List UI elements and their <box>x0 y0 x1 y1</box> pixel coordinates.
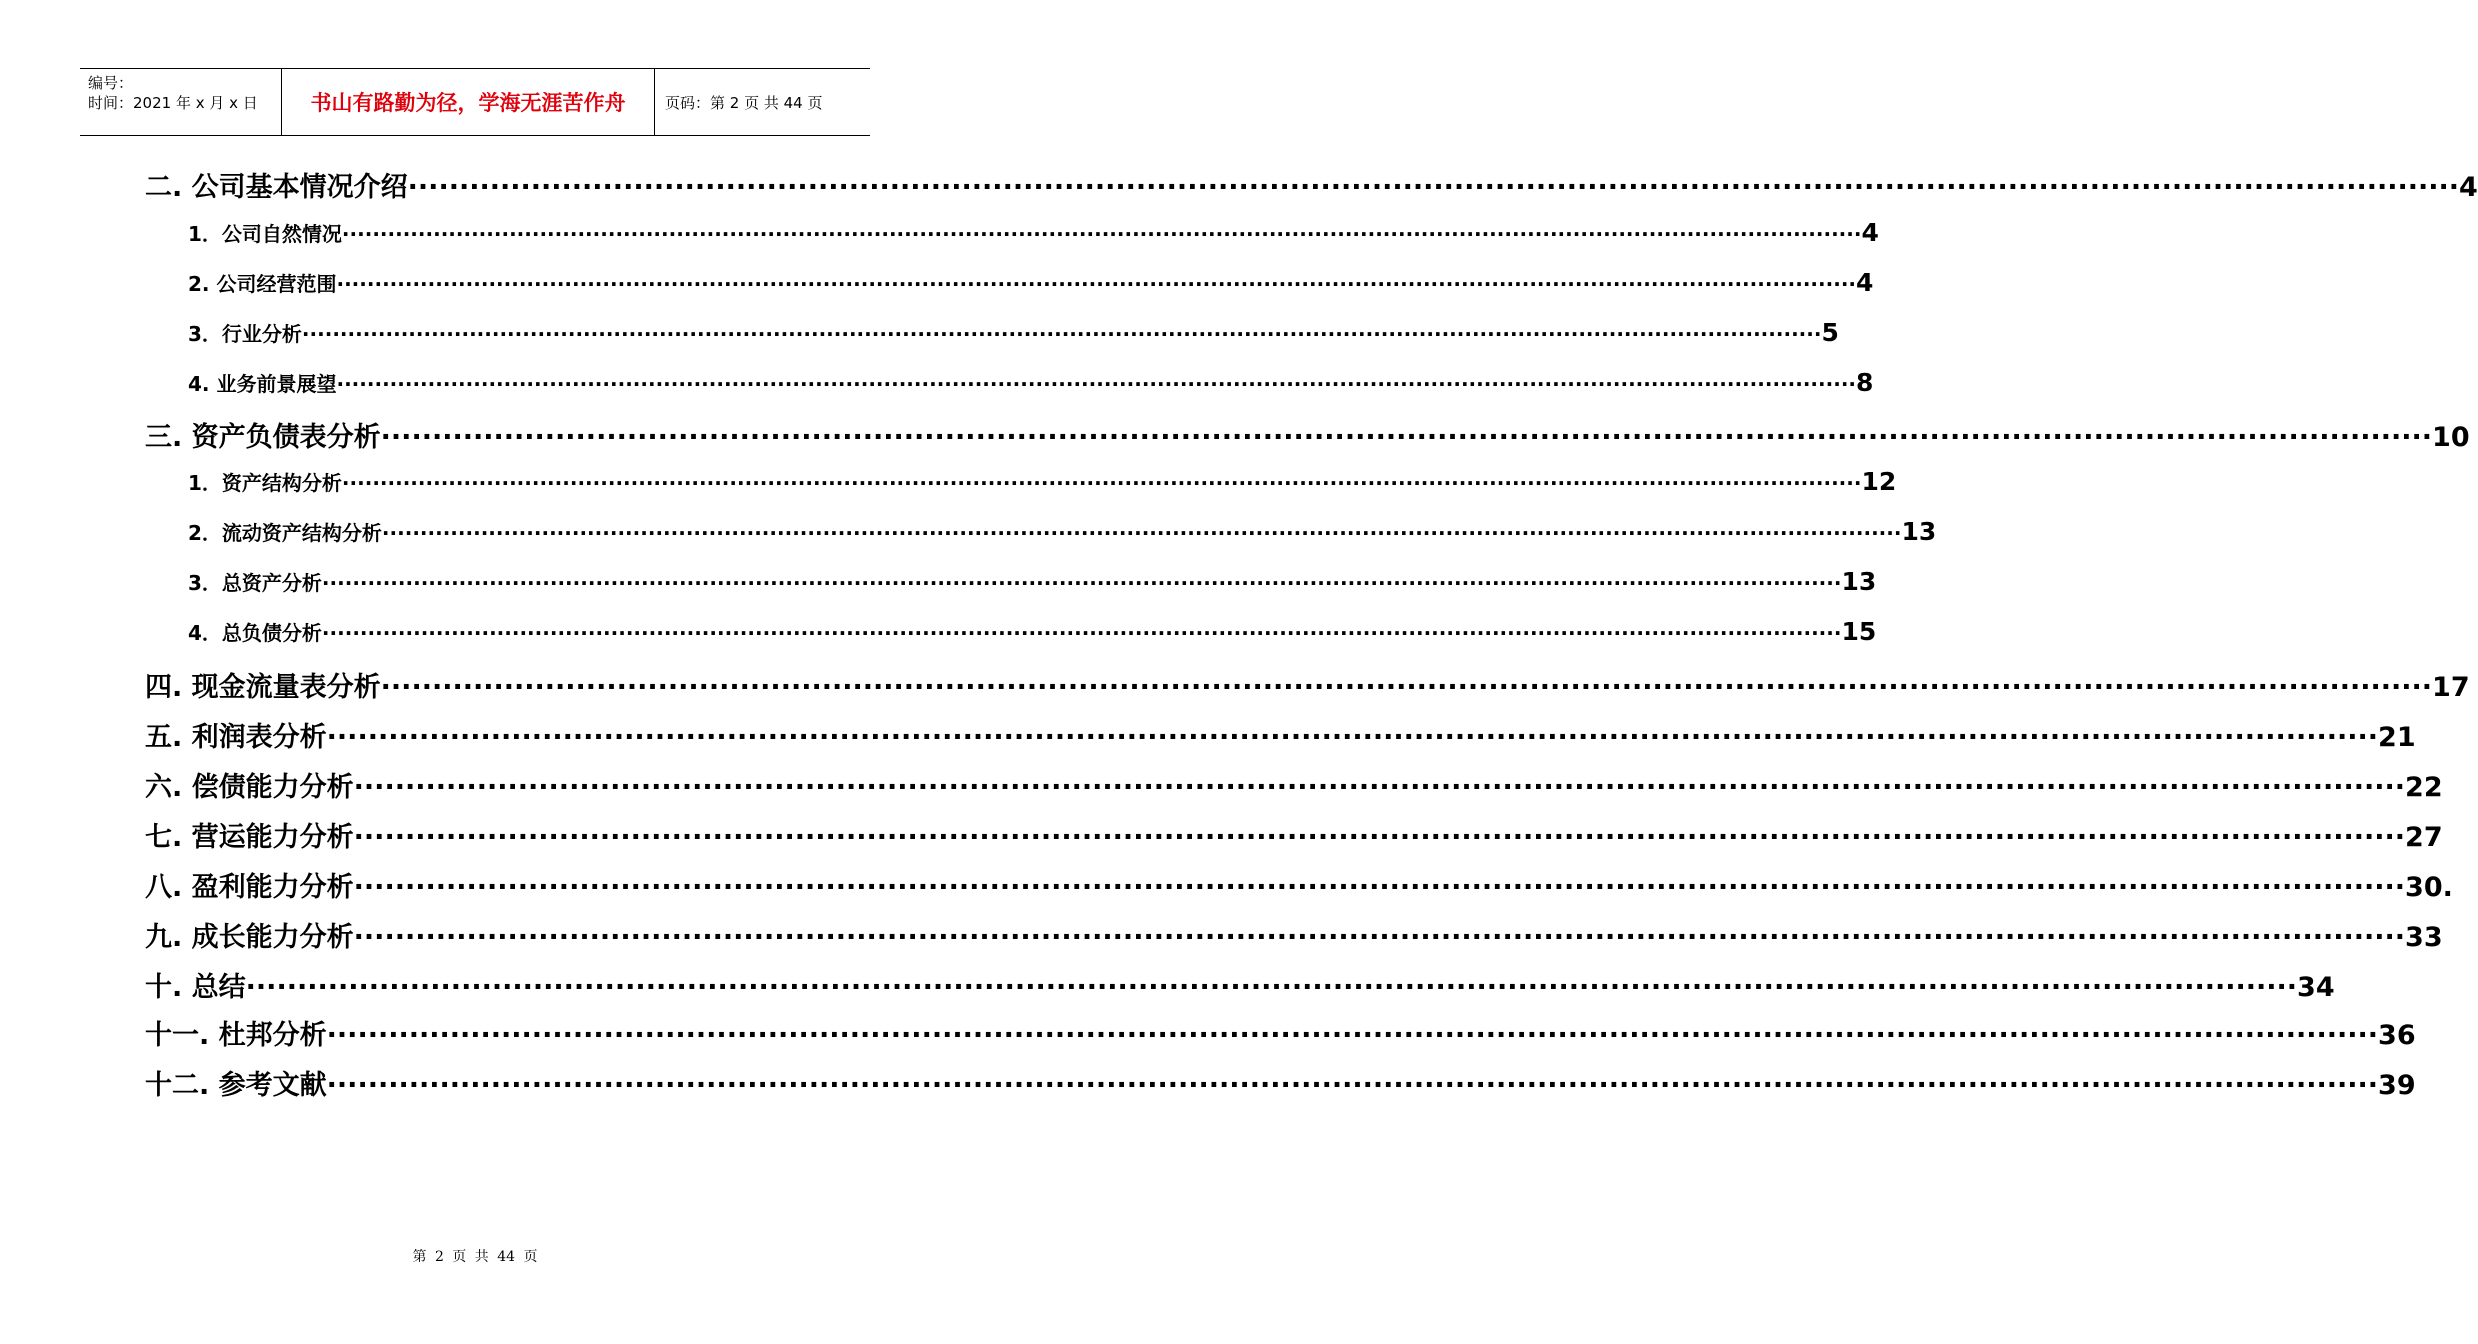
toc-entry[interactable] <box>188 318 1839 347</box>
toc-entry[interactable] <box>145 965 2335 1004</box>
toc-entry-title: 五. 利润表分析 <box>145 722 327 753</box>
toc-entry-page: 13 <box>1901 517 1937 546</box>
toc-entry-page: 4 <box>2459 172 2478 203</box>
toc-entry[interactable] <box>188 567 1877 596</box>
toc-leader-dots: ········································································································································································································ <box>380 422 2433 453</box>
toc-entry-page: 17 <box>2432 672 2470 703</box>
toc-entry[interactable] <box>188 218 1879 247</box>
toc-leader-dots: ········································································································································································································ <box>380 672 2433 703</box>
toc-leader-dots: ········································································································································································································ <box>353 922 2406 953</box>
toc-entry-title: 十一. 杜邦分析 <box>145 1020 327 1051</box>
toc-entry-title: 八. 盈利能力分析 <box>145 872 354 903</box>
toc-leader-dots: ········································································································································································································ <box>326 722 2379 753</box>
toc-entry-page: 34 <box>2297 972 2335 1003</box>
toc-entry[interactable] <box>145 415 2470 454</box>
toc-entry-page: 22 <box>2405 772 2443 803</box>
toc-entry-title: 十. 总结 <box>145 972 246 1003</box>
toc-entry[interactable] <box>145 715 2416 754</box>
toc-leader-dots: ········································································································································································································ <box>407 172 2460 203</box>
toc-entry-title: 4．总负债分析 <box>188 621 322 645</box>
toc-entry-page: 30. <box>2405 872 2453 903</box>
toc-entry-title: 3．行业分析 <box>188 322 302 346</box>
toc-entry-page: 12 <box>1861 467 1897 496</box>
toc-entry-page: 15 <box>1841 617 1877 646</box>
toc-leader-dots: ········································································································································································································ <box>353 872 2406 903</box>
toc-entry[interactable] <box>188 617 1877 646</box>
toc-entry-title: 二. 公司基本情况介绍 <box>145 172 408 203</box>
toc-leader-dots: ········································································································································································································ <box>245 972 2298 1003</box>
toc-entry-page: 36 <box>2378 1020 2416 1051</box>
toc-entry-title: 六. 偿债能力分析 <box>145 772 354 803</box>
toc-entry[interactable] <box>145 815 2443 854</box>
toc-entry[interactable] <box>188 467 1897 496</box>
toc-entry-page: 4 <box>1856 268 1874 297</box>
toc-entry-title: 十二. 参考文献 <box>145 1070 327 1101</box>
toc-entry[interactable] <box>145 1013 2416 1052</box>
toc-entry-page: 27 <box>2405 822 2443 853</box>
toc-entry-title: 三. 资产负债表分析 <box>145 422 381 453</box>
toc-entry-page: 10 <box>2432 422 2470 453</box>
toc-entry-title: 2．流动资产结构分析 <box>188 521 382 545</box>
toc-leader-dots: ········································································································································································································ <box>336 372 1857 396</box>
toc-leader-dots: ········································································································································································································ <box>341 222 1862 246</box>
toc-entry[interactable] <box>145 865 2453 904</box>
toc-leader-dots: ········································································································································································································ <box>381 521 1902 545</box>
header-motto: 书山有路勤为径，学海无涯苦作舟 <box>282 69 655 135</box>
page-footer: 第 2 页 共 44 页 <box>412 1249 538 1265</box>
toc-entry-title: 1．资产结构分析 <box>188 471 342 495</box>
toc-entry[interactable] <box>188 368 1874 397</box>
toc-entry-page: 39 <box>2378 1070 2416 1101</box>
toc-entry[interactable] <box>145 165 2478 204</box>
toc-entry[interactable] <box>188 517 1937 546</box>
toc-entry-page: 8 <box>1856 368 1874 397</box>
header-number-label: 编号： <box>88 74 134 92</box>
toc-leader-dots: ········································································································································································································ <box>321 621 1842 645</box>
toc-entry[interactable] <box>145 765 2443 804</box>
toc-entry-title: 4. 业务前景展望 <box>188 372 337 396</box>
toc-entry-title: 3．总资产分析 <box>188 571 322 595</box>
toc-entry-page: 4 <box>1861 218 1879 247</box>
toc-entry[interactable] <box>145 665 2470 704</box>
toc-entry-title: 九. 成长能力分析 <box>145 922 354 953</box>
toc-leader-dots: ········································································································································································································ <box>353 822 2406 853</box>
toc-leader-dots: ········································································································································································································ <box>326 1020 2379 1051</box>
toc-entry-title: 2. 公司经营范围 <box>188 272 337 296</box>
header-page-info: 页码：第 2 页 共 44 页 <box>665 93 823 112</box>
toc-leader-dots: ········································································································································································································ <box>321 571 1842 595</box>
toc-entry-page: 13 <box>1841 567 1877 596</box>
toc-entry[interactable] <box>145 915 2443 954</box>
header-time-label: 时间：2021 年 x 月 x 日 <box>88 94 258 112</box>
toc-leader-dots: ········································································································································································································ <box>336 272 1857 296</box>
toc-entry-title: 七. 营运能力分析 <box>145 822 354 853</box>
toc-entry-title: 1．公司自然情况 <box>188 222 342 246</box>
toc-entry[interactable] <box>188 268 1874 297</box>
toc-entry-page: 21 <box>2378 722 2416 753</box>
toc-leader-dots: ········································································································································································································ <box>341 471 1862 495</box>
toc-entry-page: 33 <box>2405 922 2443 953</box>
toc-entry-page: 5 <box>1821 318 1839 347</box>
toc-leader-dots: ········································································································································································································ <box>353 772 2406 803</box>
toc-leader-dots: ········································································································································································································ <box>301 322 1822 346</box>
toc-entry[interactable] <box>145 1063 2416 1102</box>
toc-leader-dots: ········································································································································································································ <box>326 1070 2379 1101</box>
toc-entry-title: 四. 现金流量表分析 <box>145 672 381 703</box>
